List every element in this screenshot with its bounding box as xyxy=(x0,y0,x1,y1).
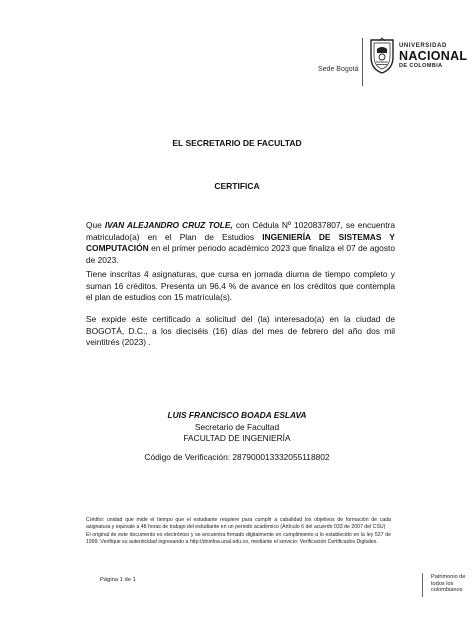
university-seal-icon xyxy=(368,37,396,75)
header-divider xyxy=(362,38,363,86)
p1-text-a: Que xyxy=(86,220,105,230)
brand-line-2: NACIONAL xyxy=(399,49,468,63)
p1-text-b: con Cédula Nº 1020837807, se encuentra matriculado(a) en el Plan de Estudios xyxy=(86,220,395,242)
student-name: IVAN ALEJANDRO CRUZ TOLE, xyxy=(104,220,233,230)
university-logo-text xyxy=(399,43,467,69)
paragraph-courses: Tiene inscritas 4 asignaturas, que cursa en jornada diurna de tiempo completo y suman 16 créditos. Presenta un 96,4 % de avance en los créditos que contempla el plan de estudios con 15 matrícula(s). xyxy=(86,269,395,303)
page-number: Página 1 de 1 xyxy=(100,577,136,583)
paragraph-enrollment xyxy=(86,220,395,266)
document-title: EL SECRETARIO DE FACULTAD xyxy=(172,138,302,148)
signer-role: Secretario de Facultad xyxy=(194,421,280,432)
signature-block xyxy=(0,410,474,445)
brand-line-3: DE COLOMBIA xyxy=(399,62,443,69)
sede-label: Sede Bogotá xyxy=(318,66,359,73)
signer-faculty: FACULTAD DE INGENIERÍA xyxy=(183,433,291,444)
footnote-credit: Crédito: unidad que mide el tiempo que el estudiante requiere para cumplir a cabalidad los objetivos de formación de cada asignatura y equivale a 48 horas de trabajo del estudiante en un periodo académico (Artículo 6 del acuerdo 033 de 2007 del CSU) xyxy=(86,517,391,530)
p1-text-c: en el primer periodo académico 2023 que finaliza el 07 de agosto de 2023. xyxy=(86,243,395,265)
signer-name: LUIS FRANCISCO BOADA ESLAVA xyxy=(167,410,307,420)
footnote-digital: El original de este documento es electrónico y se encuentra firmado digitalmente en cumplimiento a lo establecido en la ley 527 de 1999. Verifique su autenticidad ingresando a http://dninfoa.unal.edu.co, mediante el servicio: Verificación Certificados Digitales. xyxy=(86,532,391,545)
footer-divider xyxy=(422,573,423,597)
brand-line-1: UNIVERSIDAD xyxy=(399,43,447,49)
footnotes xyxy=(86,517,391,547)
verification-code: Código de Verificación: 28790001333205511880​2 xyxy=(144,452,330,462)
program-name: INGENIERÍA DE SISTEMAS Y COMPUTACIÓN xyxy=(86,231,395,254)
document-subtitle: CERTIFICA xyxy=(214,181,260,191)
patrimonio-tagline: Patrimonio de todos los colombianos xyxy=(431,574,466,594)
paragraph-issuance: Se expide este certificado a solicitud del (la) interesado(a) en la ciudad de BOGOTÁ, D.C., a los dieciséis (16) días del mes de febrero del año dos mil veintitrés (2023) . xyxy=(86,314,395,348)
